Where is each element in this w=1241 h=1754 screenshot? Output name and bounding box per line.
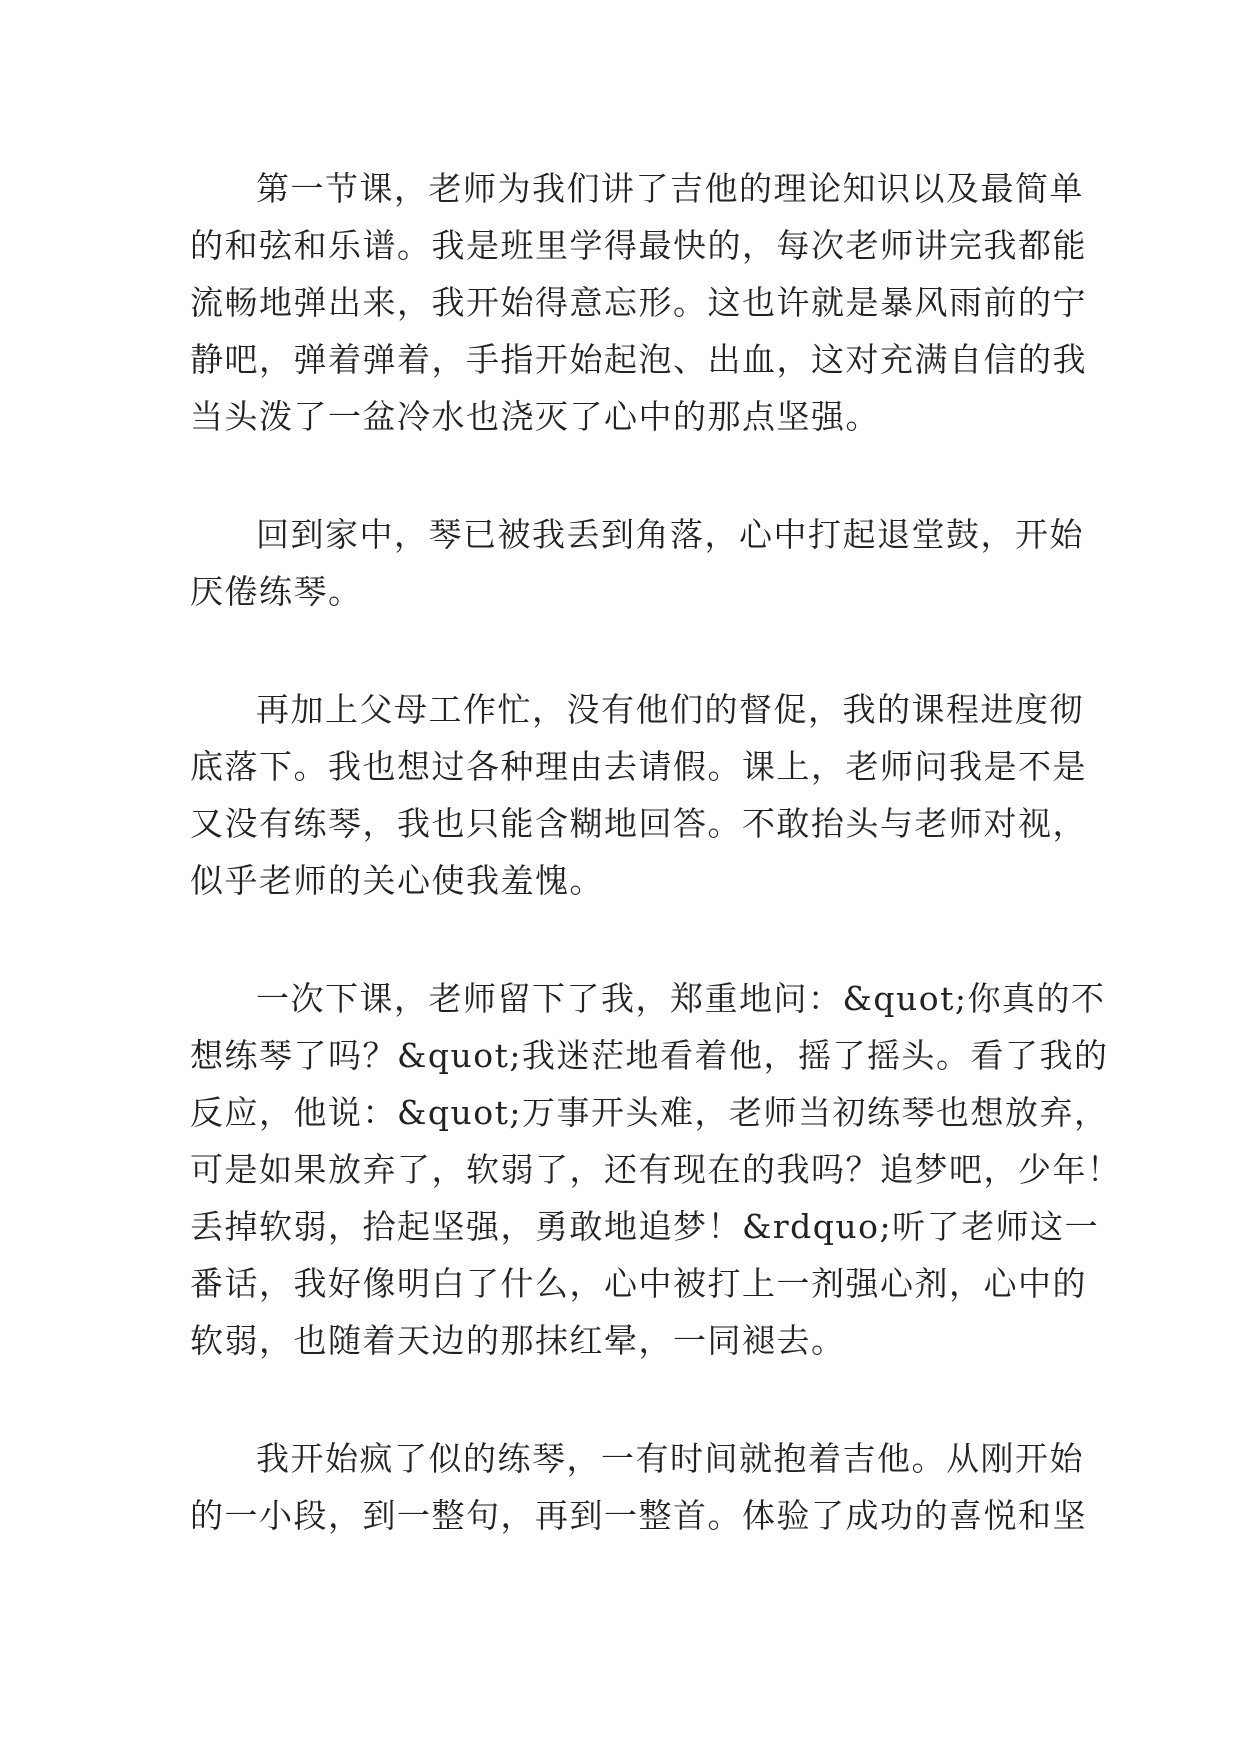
- paragraph-line: 想练琴了吗？&quot;我迷茫地看着他，摇了摇头。看了我的: [190, 1036, 1109, 1075]
- paragraph-1: [190, 160, 1087, 445]
- paragraph-2: [190, 506, 1084, 620]
- paragraph-line: 底落下。我也想过各种理由去请假。课上，老师问我是不是: [190, 747, 1087, 786]
- paragraph-line: 可是如果放弃了，软弱了，还有现在的我吗？追梦吧，少年！: [190, 1150, 1122, 1189]
- paragraph-line: 流畅地弹出来，我开始得意忘形。这也许就是暴风雨前的宁: [190, 283, 1087, 322]
- paragraph-line: 当头泼了一盆冷水也浇灭了心中的那点坚强。: [190, 397, 880, 436]
- paragraph-4: [190, 970, 1122, 1369]
- paragraph-line: 的和弦和乐谱。我是班里学得最快的，每次老师讲完我都能: [190, 226, 1087, 265]
- paragraph-line: 再加上父母工作忙，没有他们的督促，我的课程进度彻: [256, 690, 1084, 729]
- paragraph-line: 静吧，弹着弹着，手指开始起泡、出血，这对充满自信的我: [190, 340, 1087, 379]
- paragraph-line: 一次下课，老师留下了我，郑重地问：&quot;你真的不: [256, 979, 1106, 1018]
- paragraph-line: 丢掉软弱，拾起坚强，勇敢地追梦！&rdquo;听了老师这一: [190, 1207, 1100, 1246]
- paragraph-line: 厌倦练琴。: [190, 572, 363, 611]
- paragraph-line: 似乎老师的关心使我羞愧。: [190, 861, 604, 900]
- paragraph-line: 第一节课，老师为我们讲了吉他的理论知识以及最简单: [256, 169, 1084, 208]
- paragraph-line: 我开始疯了似的练琴，一有时间就抱着吉他。从刚开始: [256, 1439, 1084, 1478]
- paragraph-line: 又没有练琴，我也只能含糊地回答。不敢抬头与老师对视，: [190, 804, 1087, 843]
- paragraph-line: 软弱，也随着天边的那抹红晕，一同褪去。: [190, 1321, 846, 1360]
- paragraph-line: 番话，我好像明白了什么，心中被打上一剂强心剂，心中的: [190, 1264, 1087, 1303]
- paragraph-line: 回到家中，琴已被我丢到角落，心中打起退堂鼓，开始: [256, 515, 1084, 554]
- paragraph-line: 反应，他说：&quot;万事开头难，老师当初练琴也想放弃，: [190, 1093, 1109, 1132]
- paragraph-3: [190, 681, 1087, 909]
- paragraph-line: 的一小段，到一整句，再到一整首。体验了成功的喜悦和坚: [190, 1496, 1087, 1535]
- paragraph-5: [190, 1430, 1087, 1544]
